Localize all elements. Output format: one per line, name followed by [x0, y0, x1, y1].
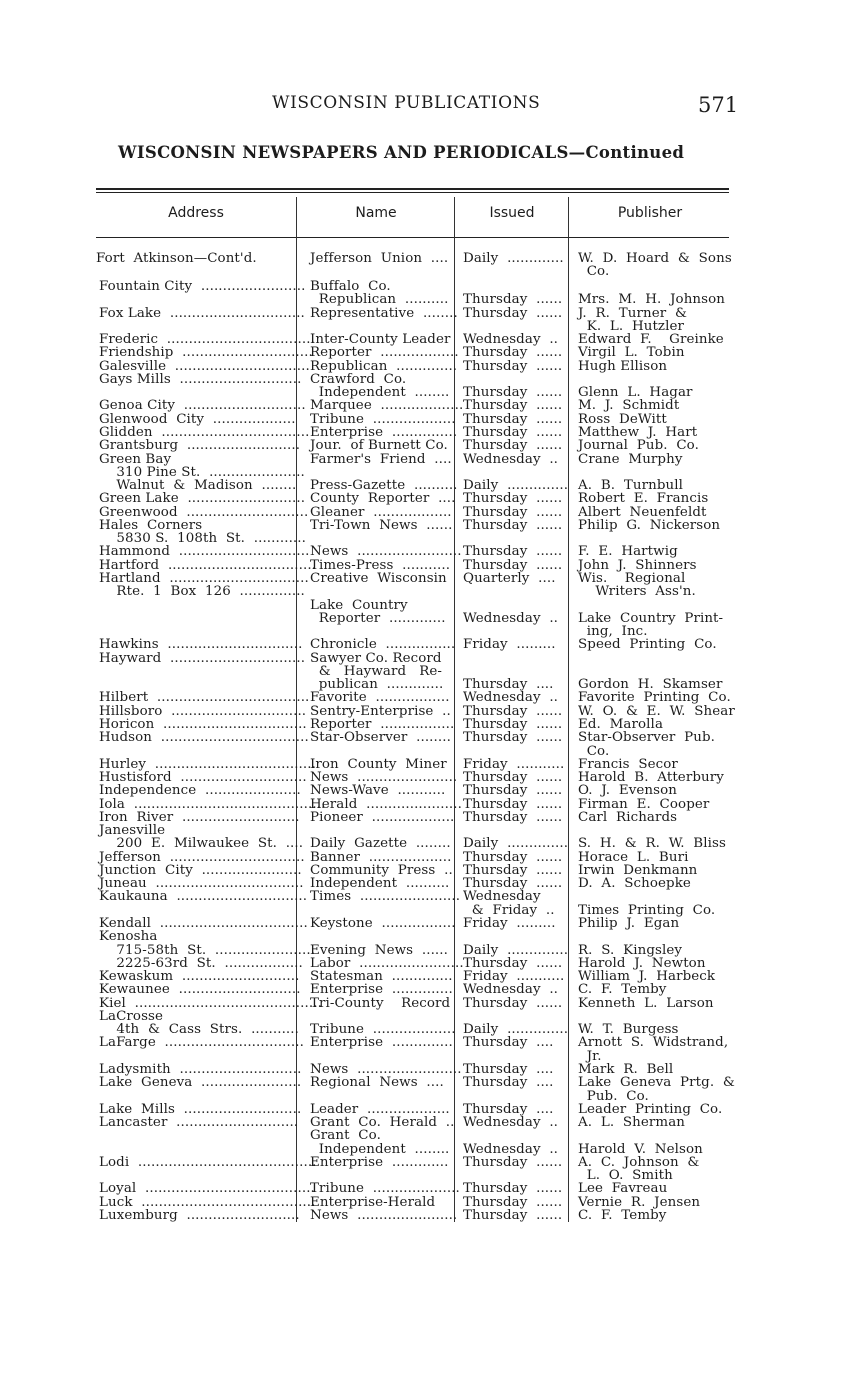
name-cell: Crawford Co. — [310, 371, 407, 387]
table-title: WISCONSIN NEWSPAPERS AND PERIODICALS—Continued — [118, 143, 685, 162]
running-title: WISCONSIN PUBLICATIONS — [272, 93, 541, 113]
name-cell: & Hayward Re- — [310, 663, 443, 679]
name-cell: Reporter .................. — [310, 345, 459, 361]
publisher-cell: K. L. Hutzler — [578, 318, 684, 334]
name-cell: Keystone ................. — [310, 916, 456, 931]
publisher-cell: Times Printing Co. — [578, 902, 716, 918]
address-cell: Janesville — [99, 823, 166, 839]
issued-cell: Friday ........... — [463, 756, 565, 772]
name-cell: Enterprise .............. — [310, 982, 453, 998]
name-cell: Community Press .. — [310, 862, 453, 878]
address-cell: Fountain City ........................ — [99, 279, 306, 294]
issued-cell: Thursday ...... — [463, 862, 563, 878]
address-cell: Fort Atkinson—Cont'd. — [96, 251, 257, 266]
address-cell: Frederic .................................. — [99, 332, 315, 348]
name-cell: Enterprise .............. — [310, 1035, 453, 1051]
issued-cell: Wednesday .. — [463, 332, 559, 348]
address-cell: Luck ........................................ — [99, 1194, 316, 1210]
publisher-cell: Virgil L. Tobin — [578, 345, 685, 361]
address-cell: Hayward ............................... — [99, 650, 306, 666]
address-cell: Hilbert ................................... — [99, 690, 310, 706]
address-cell: 200 E. Milwaukee St. .... — [99, 836, 304, 852]
issued-cell: Thursday ...... — [463, 1181, 563, 1197]
address-cell: Luxemburg .......................... — [99, 1207, 300, 1223]
address-cell: Walnut & Madison ........ — [99, 478, 297, 493]
publisher-cell: Hugh Ellison — [578, 358, 668, 374]
publisher-cell: Irwin Denkmann — [578, 862, 698, 878]
issued-cell: Thursday ...... — [463, 504, 563, 520]
publisher-cell: Crane Murphy — [578, 451, 683, 467]
address-cell: Genoa City ............................ — [99, 398, 306, 414]
publisher-cell: R. S. Kingsley — [578, 942, 683, 958]
name-cell: Independent ........ — [310, 385, 450, 401]
name-cell: Farmer's Friend .... — [310, 451, 452, 467]
address-cell: Hales Corners — [99, 517, 203, 533]
publisher-cell: ing, Inc. — [578, 624, 648, 639]
issued-cell: Wednesday — [463, 889, 541, 905]
publisher-cell: Star-Observer Pub. — [578, 730, 715, 746]
publisher-cell: W. O. & E. W. Shear — [578, 703, 735, 719]
publisher-cell: Firman E. Cooper — [578, 796, 710, 812]
publisher-cell: Writers Ass'n. — [578, 584, 696, 600]
address-cell: Hustisford ............................. — [99, 770, 307, 785]
name-cell: News ....................... — [310, 1207, 458, 1223]
name-cell: Evening News ...... — [310, 942, 449, 958]
address-cell: Juneau .................................. — [99, 876, 304, 892]
address-cell: Junction City ....................... — [99, 862, 302, 878]
name-cell: Reporter ............. — [310, 610, 446, 626]
address-cell: Lake Geneva ....................... — [99, 1075, 302, 1091]
name-cell: Enterprise-Herald — [310, 1194, 436, 1210]
address-cell: Lake Mills ........................... — [99, 1101, 302, 1117]
issued-cell: Wednesday .. — [463, 610, 559, 626]
name-cell: Tri-Town News ...... — [310, 517, 453, 533]
issued-cell: Thursday ...... — [463, 557, 563, 573]
publisher-cell: Robert E. Francis — [578, 491, 709, 507]
publisher-cell: Philip G. Nickerson — [578, 517, 721, 533]
publisher-cell: Speed Printing Co. — [578, 637, 717, 653]
publisher-cell: C. F. Temby — [578, 1207, 667, 1223]
name-cell: Enterprise ............... — [310, 425, 458, 440]
address-cell: Galesville ............................... — [99, 358, 310, 374]
name-cell: Creative Wisconsin — [310, 570, 447, 586]
publisher-cell: Leader Printing Co. — [578, 1101, 723, 1117]
publisher-cell: O. J. Evenson — [578, 783, 678, 799]
address-cell: Horicon ................................. — [99, 716, 307, 732]
address-cell: Glenwood City ................... — [99, 411, 296, 427]
name-cell: Labor ........................ — [310, 955, 464, 971]
publisher-cell: Arnott S. Widstrand, — [578, 1035, 729, 1051]
name-cell: Inter-County Leader — [310, 332, 451, 348]
issued-cell: Thursday ...... — [463, 398, 563, 414]
issued-cell: Thursday ...... — [463, 292, 563, 308]
name-cell: Gleaner .................. — [310, 504, 452, 520]
address-cell: Independence ...................... — [99, 783, 301, 799]
address-cell: 715-58th St. ....................... — [99, 942, 316, 958]
issued-cell: Thursday .... — [463, 677, 554, 693]
issued-cell: Thursday ...... — [463, 783, 563, 799]
address-cell: Lodi ......................................... — [99, 1154, 317, 1170]
issued-cell: Thursday ...... — [463, 438, 563, 454]
name-cell: Chronicle ................ — [310, 637, 456, 653]
publisher-cell: Philip J. Egan — [578, 916, 680, 931]
address-cell: Hillsboro ............................... — [99, 703, 307, 719]
address-cell: 4th & Cass Strs. ........... — [99, 1022, 300, 1038]
address-cell: Iron River ........................... — [99, 809, 300, 825]
publisher-cell: L. O. Smith — [578, 1168, 673, 1184]
name-cell: Sentry-Enterprise .. — [310, 703, 451, 719]
publisher-cell: C. F. Temby — [578, 982, 667, 998]
address-cell: Jefferson ............................... — [99, 849, 305, 865]
publisher-cell: W. T. Burgess — [578, 1022, 679, 1038]
name-cell: Tribune ................... — [310, 411, 456, 427]
name-cell: Times-Press ........... — [310, 557, 451, 573]
address-cell: Rte. 1 Box 126 ............... — [99, 584, 305, 600]
publisher-cell: Ed. Marolla — [578, 716, 664, 732]
issued-cell: Thursday ...... — [463, 809, 563, 825]
column-header-address: Address — [168, 205, 224, 221]
issued-cell: & Friday .. — [463, 902, 555, 918]
publisher-cell: Harold B. Atterbury — [578, 770, 724, 785]
address-cell: Hammond .............................. — [99, 544, 310, 560]
issued-cell: Thursday ...... — [463, 385, 563, 401]
publisher-cell: Co. — [578, 264, 610, 280]
issued-cell: Thursday ...... — [463, 876, 563, 892]
address-cell: Hawkins ............................... — [99, 637, 303, 653]
name-cell: Independent .......... — [310, 876, 450, 892]
address-cell: Glidden .................................. — [99, 425, 310, 440]
publisher-cell: J. R. Turner & — [578, 305, 687, 321]
issued-cell: Thursday ...... — [463, 345, 563, 361]
name-cell: County Reporter .... — [310, 491, 456, 507]
publisher-cell: Lee Favreau — [578, 1181, 668, 1197]
name-cell: Enterprise ............. — [310, 1154, 449, 1170]
issued-cell: Wednesday .. — [463, 690, 559, 706]
publisher-cell: W. D. Hoard & Sons — [578, 251, 732, 266]
name-cell: Jour. of Burnett Co. — [310, 438, 448, 454]
name-cell: publican ............. — [310, 677, 444, 693]
issued-cell: Wednesday .. — [463, 451, 559, 467]
address-cell: Friendship .............................. — [99, 345, 313, 361]
name-cell: News-Wave ........... — [310, 783, 446, 799]
address-cell: Kaukauna .............................. — [99, 889, 308, 905]
publisher-cell: John J. Shinners — [578, 557, 697, 573]
issued-cell: Thursday ...... — [463, 425, 563, 440]
address-cell: Ladysmith ............................ — [99, 1061, 302, 1077]
address-cell: Loyal ....................................... — [99, 1181, 315, 1197]
name-cell: Iron County Miner — [310, 756, 447, 772]
address-cell: 310 Pine St. ...................... — [99, 464, 305, 480]
issued-cell: Daily .............. — [463, 836, 569, 852]
publisher-cell: Lake Country Print- — [578, 610, 724, 626]
issued-cell: Thursday .... — [463, 1075, 554, 1091]
column-header-issued: Issued — [489, 205, 535, 221]
issued-cell: Friday ........... — [463, 969, 565, 984]
publisher-cell: Co. — [578, 743, 610, 759]
address-cell: Hartford .................................. — [99, 557, 317, 573]
issued-cell: Thursday ...... — [463, 358, 563, 374]
address-cell: Fox Lake ............................... — [99, 305, 305, 321]
issued-cell: Thursday ...... — [463, 995, 563, 1011]
address-cell: Kewaunee ............................ — [99, 982, 301, 998]
address-cell: LaFarge ................................ — [99, 1035, 304, 1051]
issued-cell: Thursday ...... — [463, 1207, 563, 1223]
publisher-cell: A. L. Sherman — [578, 1115, 686, 1130]
name-cell: Press-Gazette .......... — [310, 478, 458, 493]
publisher-cell: William J. Harbeck — [578, 969, 716, 984]
issued-cell: Thursday ...... — [463, 1194, 563, 1210]
publisher-cell: D. A. Schoepke — [578, 876, 691, 892]
publisher-cell: S. H. & R. W. Bliss — [578, 836, 726, 852]
issued-cell: Wednesday .. — [463, 1115, 559, 1130]
issued-cell: Thursday ...... — [463, 770, 563, 785]
address-cell: Kendall .................................. — [99, 916, 308, 931]
page-number: 571 — [698, 93, 739, 117]
publisher-cell: Matthew J. Hart — [578, 425, 698, 440]
publisher-cell: Harold J. Newton — [578, 955, 706, 971]
name-cell: Republican .......... — [310, 292, 449, 308]
name-cell: Grant Co. — [310, 1128, 381, 1144]
publisher-cell: Vernie R. Jensen — [578, 1194, 701, 1210]
issued-cell: Thursday .... — [463, 1101, 554, 1117]
publisher-cell: Edward F. Greinke — [578, 332, 724, 348]
publisher-cell: Harold V. Nelson — [578, 1141, 703, 1157]
issued-cell: Thursday .... — [463, 1061, 554, 1077]
address-cell: Kenosha — [99, 929, 158, 945]
publisher-cell: Francis Secor — [578, 756, 678, 772]
publisher-cell: Jr. — [578, 1048, 602, 1064]
issued-cell: Thursday ...... — [463, 1154, 563, 1170]
publisher-cell: Carl Richards — [578, 809, 678, 825]
address-cell: 2225-63rd St. .................. — [99, 955, 303, 971]
issued-cell: Thursday ...... — [463, 491, 563, 507]
publisher-cell: M. J. Schmidt — [578, 398, 680, 414]
column-header-publisher: Publisher — [617, 205, 683, 221]
name-cell: Jefferson Union .... — [310, 251, 449, 266]
publisher-cell: Horace L. Buri — [578, 849, 689, 865]
issued-cell: Friday ......... — [463, 637, 556, 653]
name-cell: Independent ........ — [310, 1141, 450, 1157]
address-cell: Greenwood ............................ — [99, 504, 309, 520]
publisher-cell: A. B. Turnbull — [578, 478, 683, 493]
issued-cell: Daily .............. — [463, 942, 569, 958]
publisher-cell: F. E. Hartwig — [578, 544, 678, 560]
name-cell: Reporter ................. — [310, 716, 455, 732]
name-cell: Buffalo Co. — [310, 279, 391, 294]
issued-cell: Daily .............. — [463, 478, 569, 493]
address-cell: Grantsburg .......................... — [99, 438, 301, 454]
issued-cell: Wednesday .. — [463, 982, 559, 998]
name-cell: News ........................ — [310, 544, 462, 560]
address-cell: 5830 S. 108th St. ............ — [99, 531, 307, 547]
issued-cell: Thursday ...... — [463, 796, 563, 812]
issued-cell: Thursday .... — [463, 1035, 554, 1051]
issued-cell: Thursday ...... — [463, 730, 563, 746]
address-cell: Hurley ..................................... — [99, 756, 316, 772]
address-cell: Lancaster ............................ — [99, 1115, 299, 1130]
name-cell: Marquee ................... — [310, 398, 464, 414]
name-cell: Banner ................... — [310, 849, 452, 865]
issued-cell: Daily .............. — [463, 1022, 569, 1038]
issued-cell: Thursday ...... — [463, 703, 563, 719]
address-cell: Green Lake ........................... — [99, 491, 306, 507]
address-cell: Kiel ........................................... — [99, 995, 322, 1011]
publisher-cell: Ross DeWitt — [578, 411, 667, 427]
publisher-cell: Kenneth L. Larson — [578, 995, 714, 1011]
address-cell: Kewaskum ........................... — [99, 969, 300, 984]
issued-cell: Thursday ...... — [463, 716, 563, 732]
name-cell: Tribune ................... — [310, 1022, 456, 1038]
name-cell: Star-Observer ........ — [310, 730, 451, 746]
name-cell: Herald ...................... — [310, 796, 462, 812]
name-cell: Daily Gazette ........ — [310, 836, 451, 852]
publisher-cell: Lake Geneva Prtg. & — [578, 1075, 735, 1091]
name-cell: Sawyer Co. Record — [310, 650, 442, 666]
name-cell: Republican .............. — [310, 358, 458, 374]
name-cell: Statesman .............. — [310, 969, 453, 984]
publisher-cell: Mark R. Bell — [578, 1061, 674, 1077]
column-header-name: Name — [355, 205, 397, 221]
publisher-cell: Favorite Printing Co. — [578, 690, 731, 706]
publisher-cell: Gordon H. Skamser — [578, 677, 723, 693]
issued-cell: Quarterly .... — [463, 570, 556, 586]
name-cell: News ....................... — [310, 770, 458, 785]
issued-cell: Thursday ...... — [463, 544, 563, 560]
publisher-cell: Albert Neuenfeldt — [578, 504, 707, 520]
issued-cell: Thursday ...... — [463, 955, 563, 971]
name-cell: Times ....................... — [310, 889, 461, 905]
publisher-cell: Wis. Regional — [578, 570, 686, 586]
address-cell: Hartland ................................ — [99, 570, 309, 586]
issued-cell: Wednesday .. — [463, 1141, 559, 1157]
publisher-cell: Mrs. M. H. Johnson — [578, 292, 726, 308]
publisher-cell: Pub. Co. — [578, 1088, 649, 1104]
address-cell: LaCrosse — [99, 1008, 164, 1024]
name-cell: Regional News .... — [310, 1075, 444, 1091]
publisher-cell: Glenn L. Hagar — [578, 385, 693, 401]
name-cell: Tribune .................... — [310, 1181, 460, 1197]
issued-cell: Thursday ...... — [463, 517, 563, 533]
name-cell: Tri-County Record — [310, 995, 451, 1011]
issued-cell: Friday ......... — [463, 916, 556, 931]
publisher-cell: A. C. Johnson & — [578, 1154, 700, 1170]
issued-cell: Thursday ...... — [463, 411, 563, 427]
issued-cell: Thursday ...... — [463, 305, 563, 321]
issued-cell: Daily ............. — [463, 251, 564, 266]
name-cell: Grant Co. Herald .. — [310, 1115, 455, 1130]
name-cell: Lake Country — [310, 597, 408, 613]
issued-cell: Thursday ...... — [463, 849, 563, 865]
name-cell: Leader ................... — [310, 1101, 450, 1117]
address-cell: Iola ............................................ — [99, 796, 326, 812]
address-cell: Gays Mills ............................ — [99, 371, 302, 387]
publisher-cell: Journal Pub. Co. — [578, 438, 699, 454]
name-cell: Representative ........ — [310, 305, 458, 321]
name-cell: News ........................ — [310, 1061, 462, 1077]
name-cell: Favorite ................. — [310, 690, 450, 706]
address-cell: Green Bay — [99, 451, 172, 467]
address-cell: Hudson .................................. — [99, 730, 309, 746]
name-cell: Pioneer ................... — [310, 809, 455, 825]
